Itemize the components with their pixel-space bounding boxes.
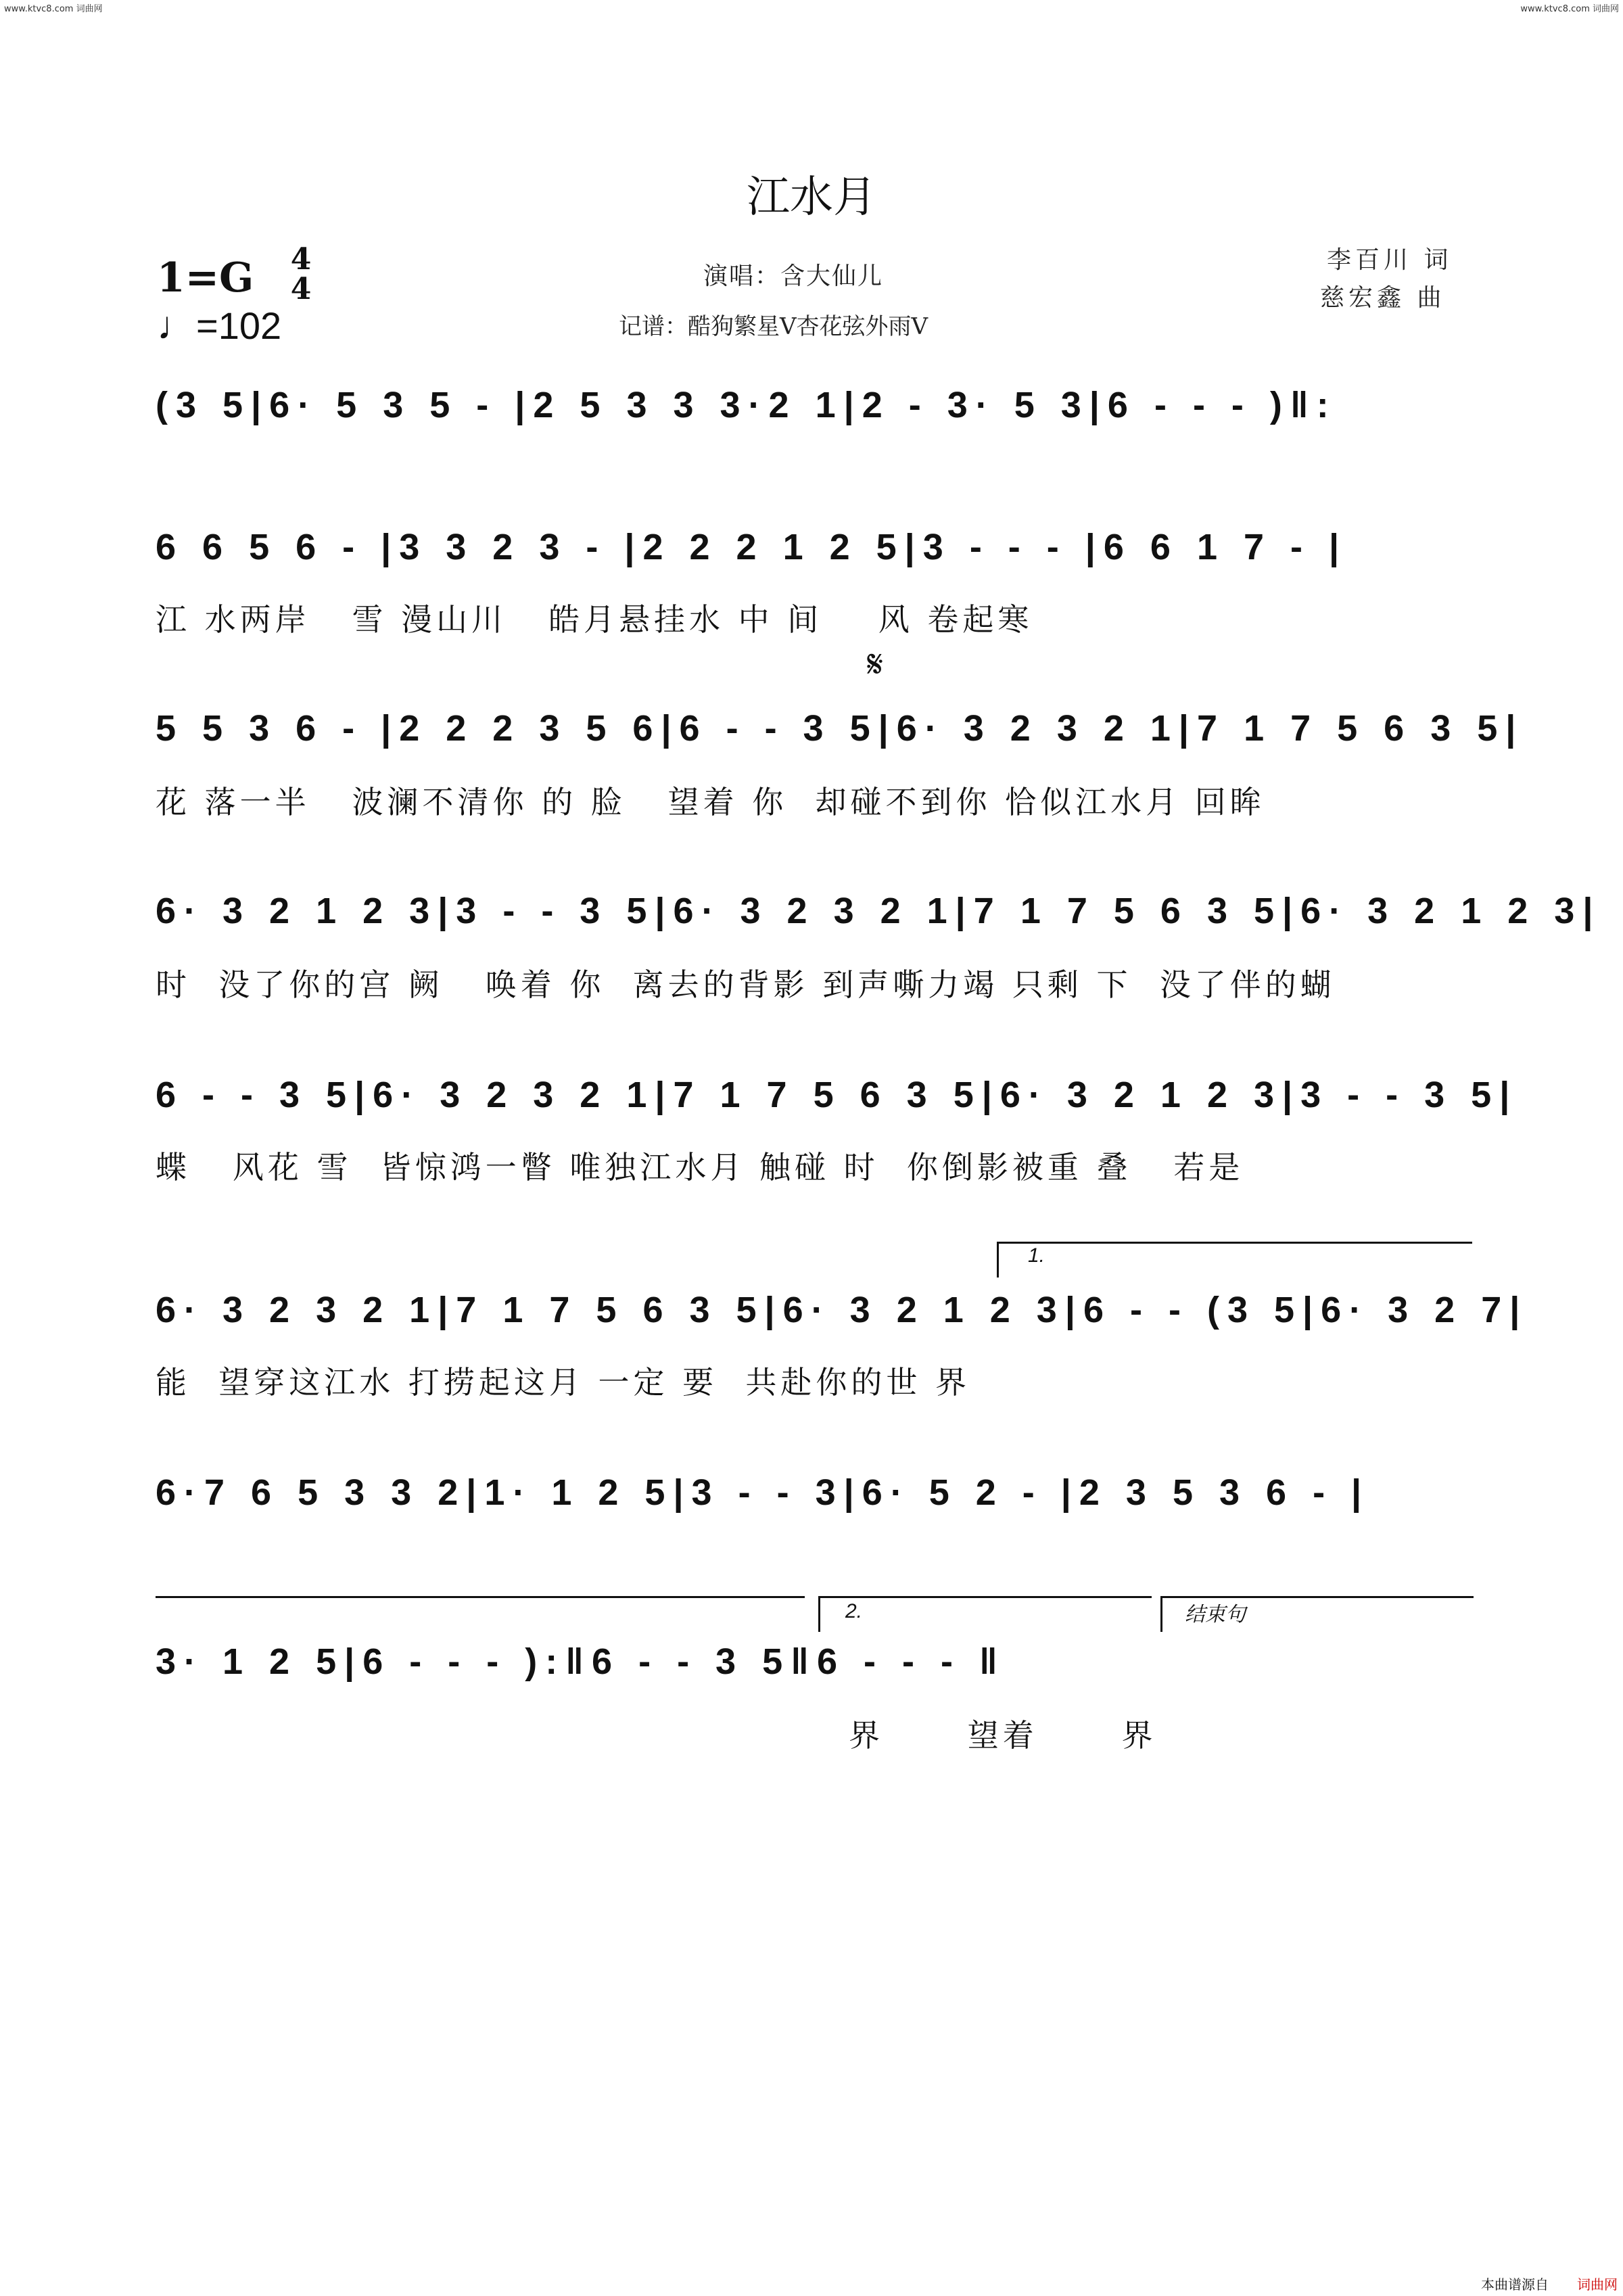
time-signature-bottom: 4	[290, 272, 312, 306]
notation-line-3: 5 5 3 6 - |2 2 2 3 5 6|6 - - 3 5|6· 3 2 3 2 1|7 1 7 5 6 3 5|	[156, 708, 1524, 749]
lyrics-line-4: 时 没了你的宫 阙 唤着 你 离去的背影 到声嘶力竭 只剩 下 没了伴的蝴	[156, 966, 1336, 1003]
lyrics-line-8: 界 望着 界	[849, 1717, 1157, 1754]
notation-line-1: (3 5|6· 5 3 5 - |2 5 3 3 3·2 1|2 - 3· 5 3|6 - - - )‖:	[156, 385, 1337, 425]
lyrics-line-6: 能 望穿这江水 打捞起这月 一定 要 共赴你的世 界	[156, 1364, 970, 1401]
first-ending-label: 1.	[1028, 1244, 1045, 1267]
lyricist-credit: 李百川 词	[1327, 246, 1453, 274]
transcriber-credit: 记谱：酷狗繁星V杏花弦外雨V	[619, 313, 928, 340]
repeat-span-line	[156, 1596, 805, 1598]
notation-line-7: 6·7 6 5 3 3 2|1· 1 2 5|3 - - 3|6· 5 2 - |2 3 5 3 6 - |	[156, 1472, 1370, 1513]
notation-line-6: 6· 3 2 3 2 1|7 1 7 5 6 3 5|6· 3 2 1 2 3|6 - - (3 5|6· 3 2 7|	[156, 1290, 1528, 1330]
site-url-left[interactable]: www.ktvc8.com 词曲网	[4, 4, 103, 14]
notation-line-4: 6· 3 2 1 2 3|3 - - 3 5|6· 3 2 3 2 1|7 1 7 5 6 3 5|6· 3 2 1 2 3|	[156, 891, 1601, 931]
lyrics-line-3: 花 落一半 波澜不清你 的 脸 望着 你 却碰不到你 恰似江水月 回眸	[156, 784, 1265, 820]
notation-line-5: 6 - - 3 5|6· 3 2 3 2 1|7 1 7 5 6 3 5|6· 3 2 1 2 3|3 - - 3 5|	[156, 1075, 1518, 1115]
footer-site-link[interactable]: 词曲网	[1577, 2276, 1618, 2293]
time-signature	[287, 242, 314, 306]
tempo-value: =102	[196, 304, 282, 347]
composer-credit: 慈宏鑫 曲	[1320, 284, 1446, 312]
ending-section-label: 结束句	[1185, 1603, 1246, 1626]
notation-line-2: 6 6 5 6 - |3 3 2 3 - |2 2 2 1 2 5|3 - - - |6 6 1 7 - |	[156, 527, 1348, 567]
site-url-right[interactable]: www.ktvc8.com 词曲网	[1520, 4, 1619, 14]
second-ending-label: 2.	[845, 1600, 863, 1622]
lyrics-line-5: 蝶 风花 雪 皆惊鸿一瞥 唯独江水月 触碰 时 你倒影被重 叠 若是	[156, 1149, 1244, 1186]
time-signature-top: 4	[290, 242, 312, 277]
key-signature: 1=G	[157, 254, 254, 302]
notation-line-8: 3· 1 2 5|6 - - - ):‖6 - - 3 5‖6 - - - ‖	[156, 1641, 1006, 1682]
singer-credit: 演唱：含大仙儿	[703, 262, 884, 290]
footer-source-label: 本曲谱源自	[1481, 2276, 1549, 2293]
song-title: 江水月	[747, 172, 876, 222]
first-ending-bracket	[997, 1242, 1472, 1278]
segno-icon: 𝄋	[867, 642, 884, 686]
quarter-note-icon: ♩	[157, 304, 196, 348]
tempo-marking	[157, 303, 281, 348]
lyrics-line-2: 江 水两岸 雪 漫山川 皓月悬挂水 中 间 风 卷起寒	[156, 601, 1033, 638]
second-ending-bracket	[818, 1596, 1152, 1632]
